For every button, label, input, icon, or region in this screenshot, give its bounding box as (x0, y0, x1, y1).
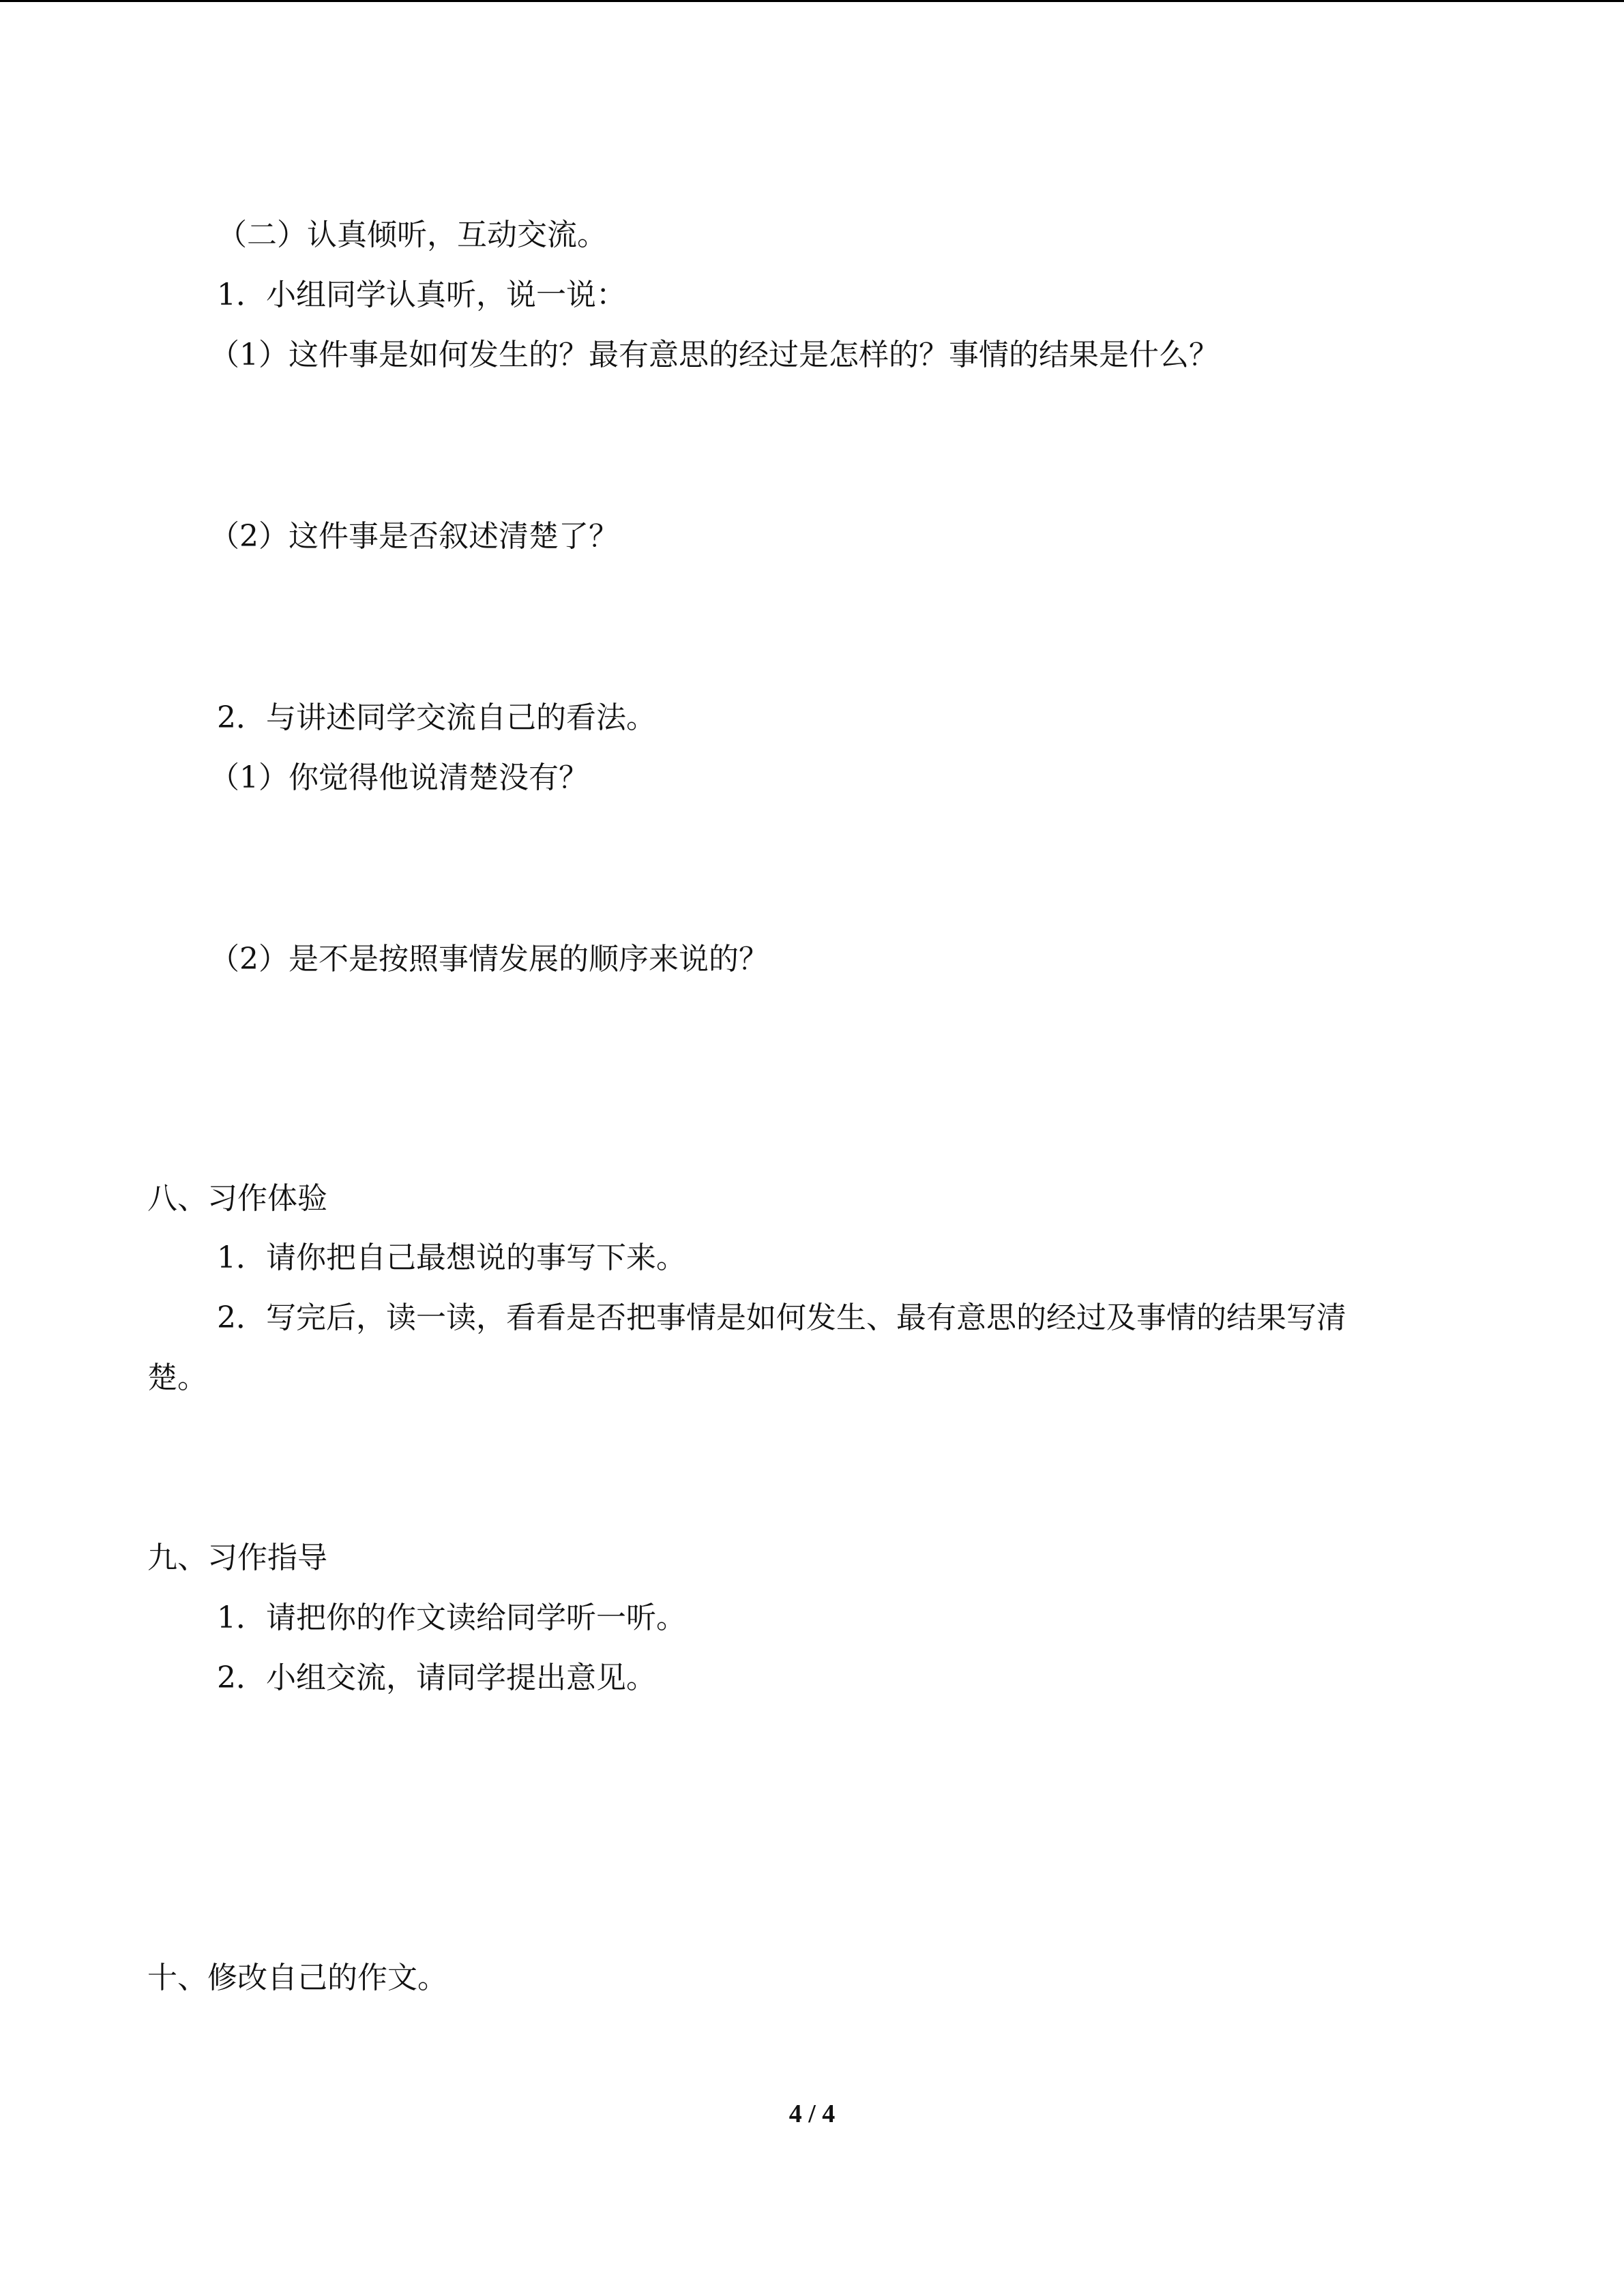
item-exchange-views: 2．与讲述同学交流自己的看法。 (217, 700, 656, 735)
item-group-feedback: 2．小组交流，请同学提出意见。 (217, 1660, 656, 1695)
item-read-to-classmates: 1．请把你的作文读给同学听一听。 (217, 1600, 686, 1635)
section-heading-writing-guidance: 九、习作指导 (147, 1540, 327, 1575)
section-heading-revise: 十、修改自己的作文。 (147, 1960, 447, 1995)
item-write-down: 1．请你把自己最想说的事写下来。 (217, 1240, 686, 1275)
section-heading-writing-experience: 八、习作体验 (147, 1181, 327, 1216)
item-group-listen: 1．小组同学认真听，说一说： (217, 278, 626, 312)
question-narrated-clearly: （2）这件事是否叙述清楚了？ (209, 519, 619, 554)
question-order-of-events: （2）是不是按照事情发展的顺序来说的？ (209, 942, 769, 976)
question-how-it-happened: （1）这件事是如何发生的？最有意思的经过是怎样的？事情的结果是什么？ (209, 338, 1219, 372)
item-read-check-continued: 楚。 (147, 1360, 207, 1395)
subsection-heading-listen-exchange: （二）认真倾听，互动交流。 (217, 218, 607, 252)
page-number: 4 / 4 (788, 2100, 836, 2128)
item-read-check: 2．写完后，读一读，看看是否把事情是如何发生、最有意思的经过及事情的结果写清 (217, 1300, 1346, 1335)
question-explained-clearly: （1）你觉得他说清楚没有？ (209, 760, 589, 795)
